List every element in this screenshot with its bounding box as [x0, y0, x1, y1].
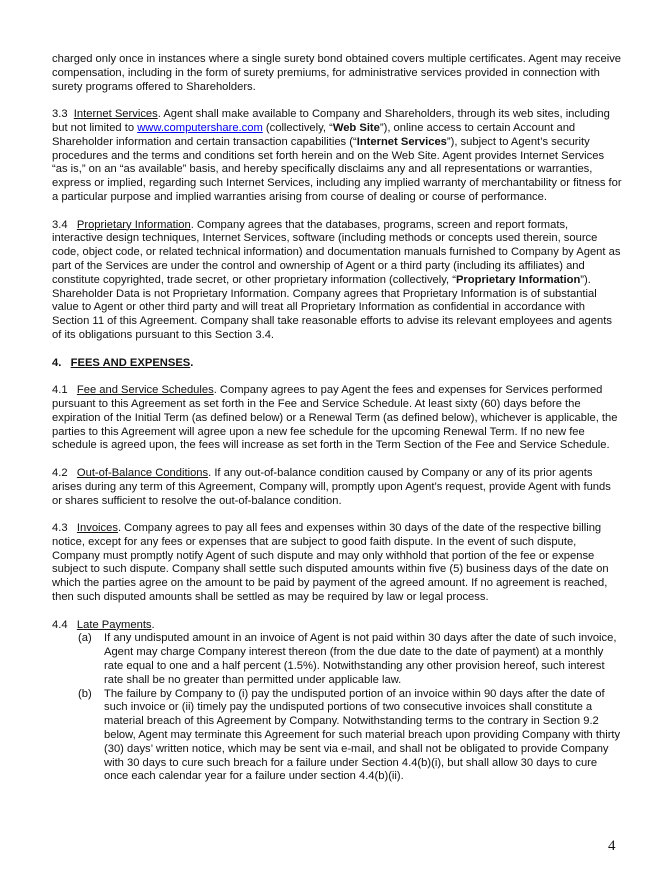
list-item-text: The failure by Company to (i) pay the undisputed portion of an invoice within 90 days after the date of such invoice or (ii) timely pay the undisputed portions of two consecutive invoices shall constitute a material breach of this Agreement by Company. Notwithstanding terms to the contrary in Section 9.2 below, Agent may terminate this Agreement for such material breach upon providing Company with thirty (30) days’ written notice, which may be sent via e-mail, and shall not be obligated to provide Company with 30 days to cure such breach for a failure under Section 4.4(b)(i), but shall allow 30 days to cure once each calendar year for a failure under section 4.4(b)(ii).	[104, 687, 621, 783]
section-heading: Fee and Service Schedules	[76, 384, 214, 397]
defined-term: Internet Services	[356, 135, 447, 148]
computershare-link[interactable]: www.computershare.com	[137, 121, 263, 134]
list-item-label: (b)	[78, 687, 92, 700]
section-number: 4.	[52, 356, 62, 369]
section-heading: Invoices	[76, 522, 118, 535]
defined-term: Proprietary Information	[455, 273, 581, 286]
section-number: 4.4	[52, 618, 68, 631]
section-4-heading	[52, 357, 622, 371]
list-item-text: If any undisputed amount in an invoice of Agent is not paid within 30 days after the date of such invoice, Agent may charge Company interest thereon (from the due date to the date of payment) at a monthly rate equal to one and a half percent (1.5%). Notwithstanding any other provision hereof, such interest rate shall be no greater than permitted under applicable law.	[104, 632, 617, 686]
section-number: 3.4	[52, 218, 68, 231]
section-3-4	[52, 219, 622, 343]
paragraph-intro: charged only once in instances where a single surety bond obtained covers multiple certificates. Agent may receive compensation, including in the form of surety premiums, for administrative services provided in connection with surety programs offered to Shareholders.	[52, 53, 622, 93]
section-heading: Late Payments	[76, 618, 152, 631]
list-item	[52, 632, 622, 687]
page-number: 4	[608, 838, 616, 854]
section-text: . Company agrees to pay Agent the fees and expenses for Services performed pursuant to this Agreement as set forth in the Fee and Service Schedule. At least sixty (60) days before the expiration of the Initial Term (as defined below) or a Renewal Term (as defined below), whichever is applicable, the parties to this Agreement will agree upon a new fee schedule for the upcoming Renewal Term. If no new fee schedule is agreed upon, the fees will increase as set forth in the Term Section of the Fee and Service Schedule.	[52, 384, 618, 452]
section-heading: Internet Services	[73, 108, 158, 121]
section-number: 4.3	[52, 522, 68, 535]
section-text: . Company agrees to pay all fees and expenses within 30 days of the date of the respective billing notice, except for any fees or expenses that are subject to good faith dispute. In the event of such dispute, Company must promptly notify Agent of such dispute and may only withhold that portion of the fee or expense subject to such dispute. Company shall settle such disputed amounts within five (5) business days of the date on which the parties agree on the amount to be paid by payment of the agreed amount. If no agreement is reached, then such disputed amounts shall be settled as may be required by law or legal process.	[52, 522, 609, 604]
section-text: (collectively, “	[262, 121, 333, 134]
section-heading: FEES AND EXPENSES	[70, 356, 191, 369]
section-text: ”), subject to Agent’s security procedures and the terms and conditions set forth herein and on the Web Site. Agent provides Internet Services “as is,” on an “as available” basis, and hereby specifically disclaims any and all representations or warranties, express or implied, regarding such Internet Services, including any implied warranty of merchantability or fitness for a particular purpose and implied warranties arising from course of dealing or course of performance.	[52, 135, 622, 203]
section-4-1	[52, 384, 622, 453]
section-4-3	[52, 522, 622, 605]
section-text: . Agent shall make available to Company and Shareholders, through its web sites, including but not limited to	[52, 108, 610, 134]
document-page	[52, 53, 622, 784]
section-text: . If any out-of-balance condition caused by Company or any of its prior agents arises during any term of this Agreement, Company will, promptly upon Agent’s request, provide Agent with funds or shares sufficient to resolve the out-of-balance condition.	[52, 466, 611, 507]
section-heading: Out-of-Balance Conditions	[76, 466, 209, 479]
section-4-2	[52, 467, 622, 508]
section-text: .	[190, 356, 194, 369]
section-text: ”), online access to certain Account and Shareholder information and certain transaction capabilities (“	[52, 121, 576, 148]
section-3-3	[52, 108, 622, 205]
section-text: ”). Shareholder Data is not Proprietary Information. Company agrees that Proprietary Information is of substantial value to Agent or other third party and will treat all Proprietary Information as confidential in accordance with Section 11 of this Agreement. Company shall take reasonable efforts to advise its relevant employees and agents of its obligations pursuant to this Section 3.4.	[52, 273, 612, 341]
list-item-label: (a)	[78, 632, 92, 645]
section-number: 3.3	[52, 108, 68, 121]
section-number: 4.2	[52, 466, 68, 479]
section-4-4	[52, 619, 622, 633]
section-heading: Proprietary Information	[76, 218, 191, 231]
defined-term: Web Site	[332, 121, 380, 134]
list-item	[52, 688, 622, 785]
section-text: . Company agrees that the databases, programs, screen and report formats, interactive design techniques, Internet Services, software (including methods or concepts used therein, source code, object code, or related technical information) and documentation manuals furnished to Company by Agent as part of the Services are under the control and ownership of Agent or a third party (including its affiliates) and constitute copyrighted, trade secret, or other proprietary information (collectively, “	[52, 218, 621, 286]
section-text: .	[151, 618, 155, 631]
section-number: 4.1	[52, 384, 68, 397]
